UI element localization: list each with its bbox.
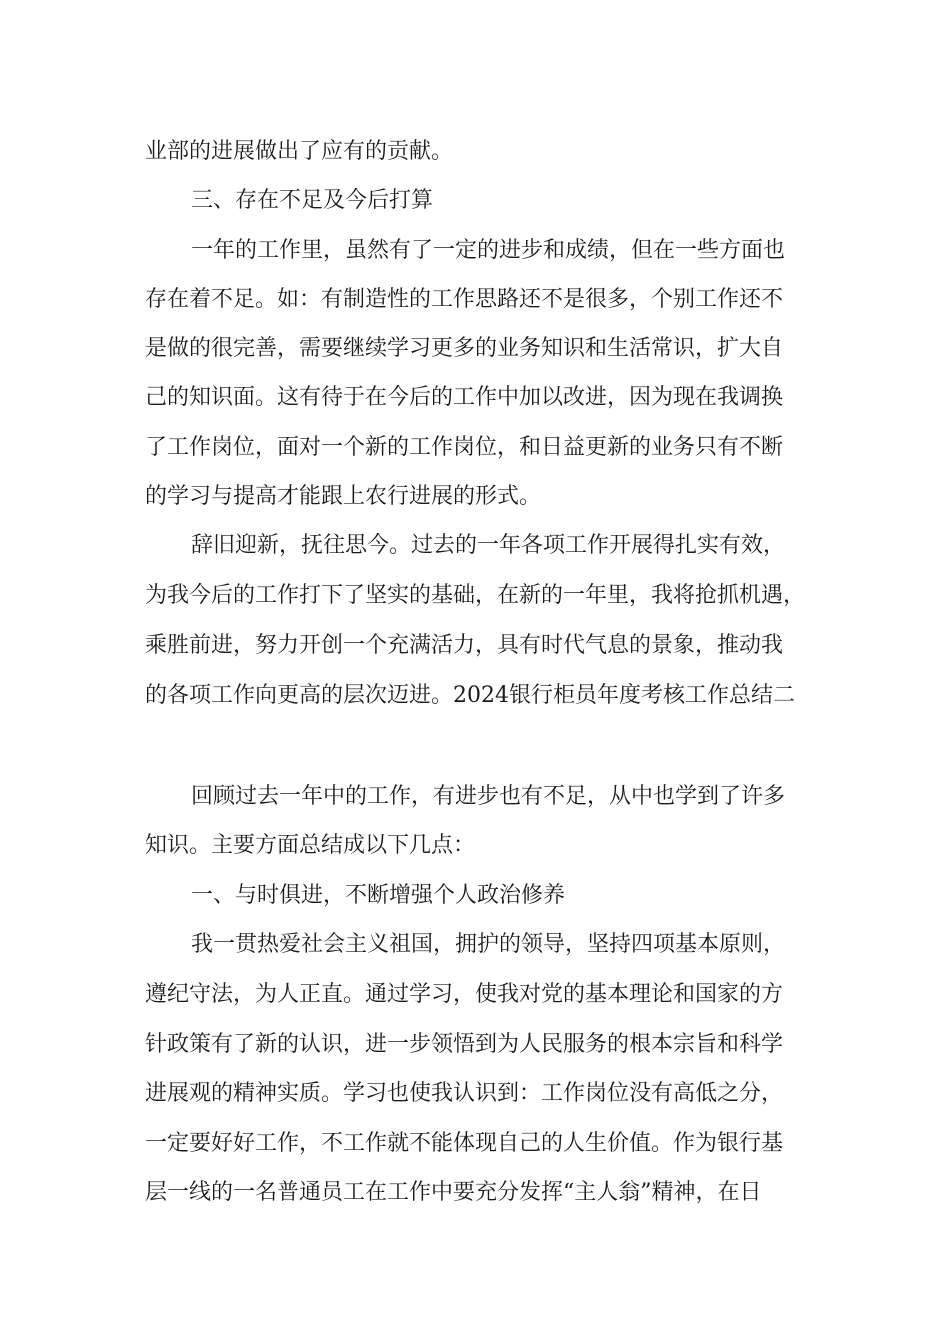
text-line-5: 是做的很完善，需要继续学习更多的业务知识和生活常识，扩大自	[145, 336, 784, 361]
text-line-9: 辞旧迎新，抚往思今。过去的一年各项工作开展得扎实有效，	[191, 533, 786, 558]
text-line-1: 业部的进展做出了应有的贡献。	[145, 139, 454, 164]
text-line-20: 一定要好好工作，不工作就不能体现自己的人生价值。作为银行基	[145, 1131, 784, 1156]
text-line-4: 存在着不足。如：有制造性的工作思路还不是很多，个别工作还不	[145, 287, 784, 312]
section-heading-1: 一、与时俱进，不断增强个人政治修养	[191, 883, 566, 908]
text-line-21: 层一线的一名普通员工在工作中要充分发挥“主人翁”精神，在日	[145, 1180, 762, 1205]
text-line-19: 进展观的精神实质。学习也使我认识到：工作岗位没有高低之分，	[145, 1081, 784, 1106]
text-line-16: 我一贯热爱社会主义祖国，拥护的领导，坚持四项基本原则，	[191, 932, 786, 957]
text-line-11: 乘胜前进，努力开创一个充满活力，具有时代气息的景象，推动我	[145, 633, 784, 658]
text-line-6: 己的知识面。这有待于在今后的工作中加以改进，因为现在我调换	[145, 385, 784, 410]
text-line-3: 一年的工作里，虽然有了一定的进步和成绩，但在一些方面也	[191, 238, 786, 263]
text-line-7: 了工作岗位，面对一个新的工作岗位，和日益更新的业务只有不断	[145, 435, 784, 460]
text-line-10: 为我今后的工作打下了坚实的基础，在新的一年里，我将抢抓机遇，	[145, 583, 806, 608]
text-line-17: 遵纪守法，为人正直。通过学习，使我对党的基本理论和国家的方	[145, 982, 784, 1007]
text-line-8: 的学习与提高才能跟上农行进展的形式。	[145, 484, 542, 509]
text-line-18: 针政策有了新的认识，进一步领悟到为人民服务的根本宗旨和科学	[145, 1032, 784, 1057]
text-line-13: 回顾过去一年中的工作，有进步也有不足，从中也学到了许多	[191, 784, 786, 809]
section-heading-3: 三、存在不足及今后打算	[191, 188, 434, 213]
text-line-12: 的各项工作向更高的层次迈进。2024银行柜员年度考核工作总结二	[145, 683, 795, 708]
text-line-14: 知识。主要方面总结成以下几点：	[145, 833, 476, 858]
